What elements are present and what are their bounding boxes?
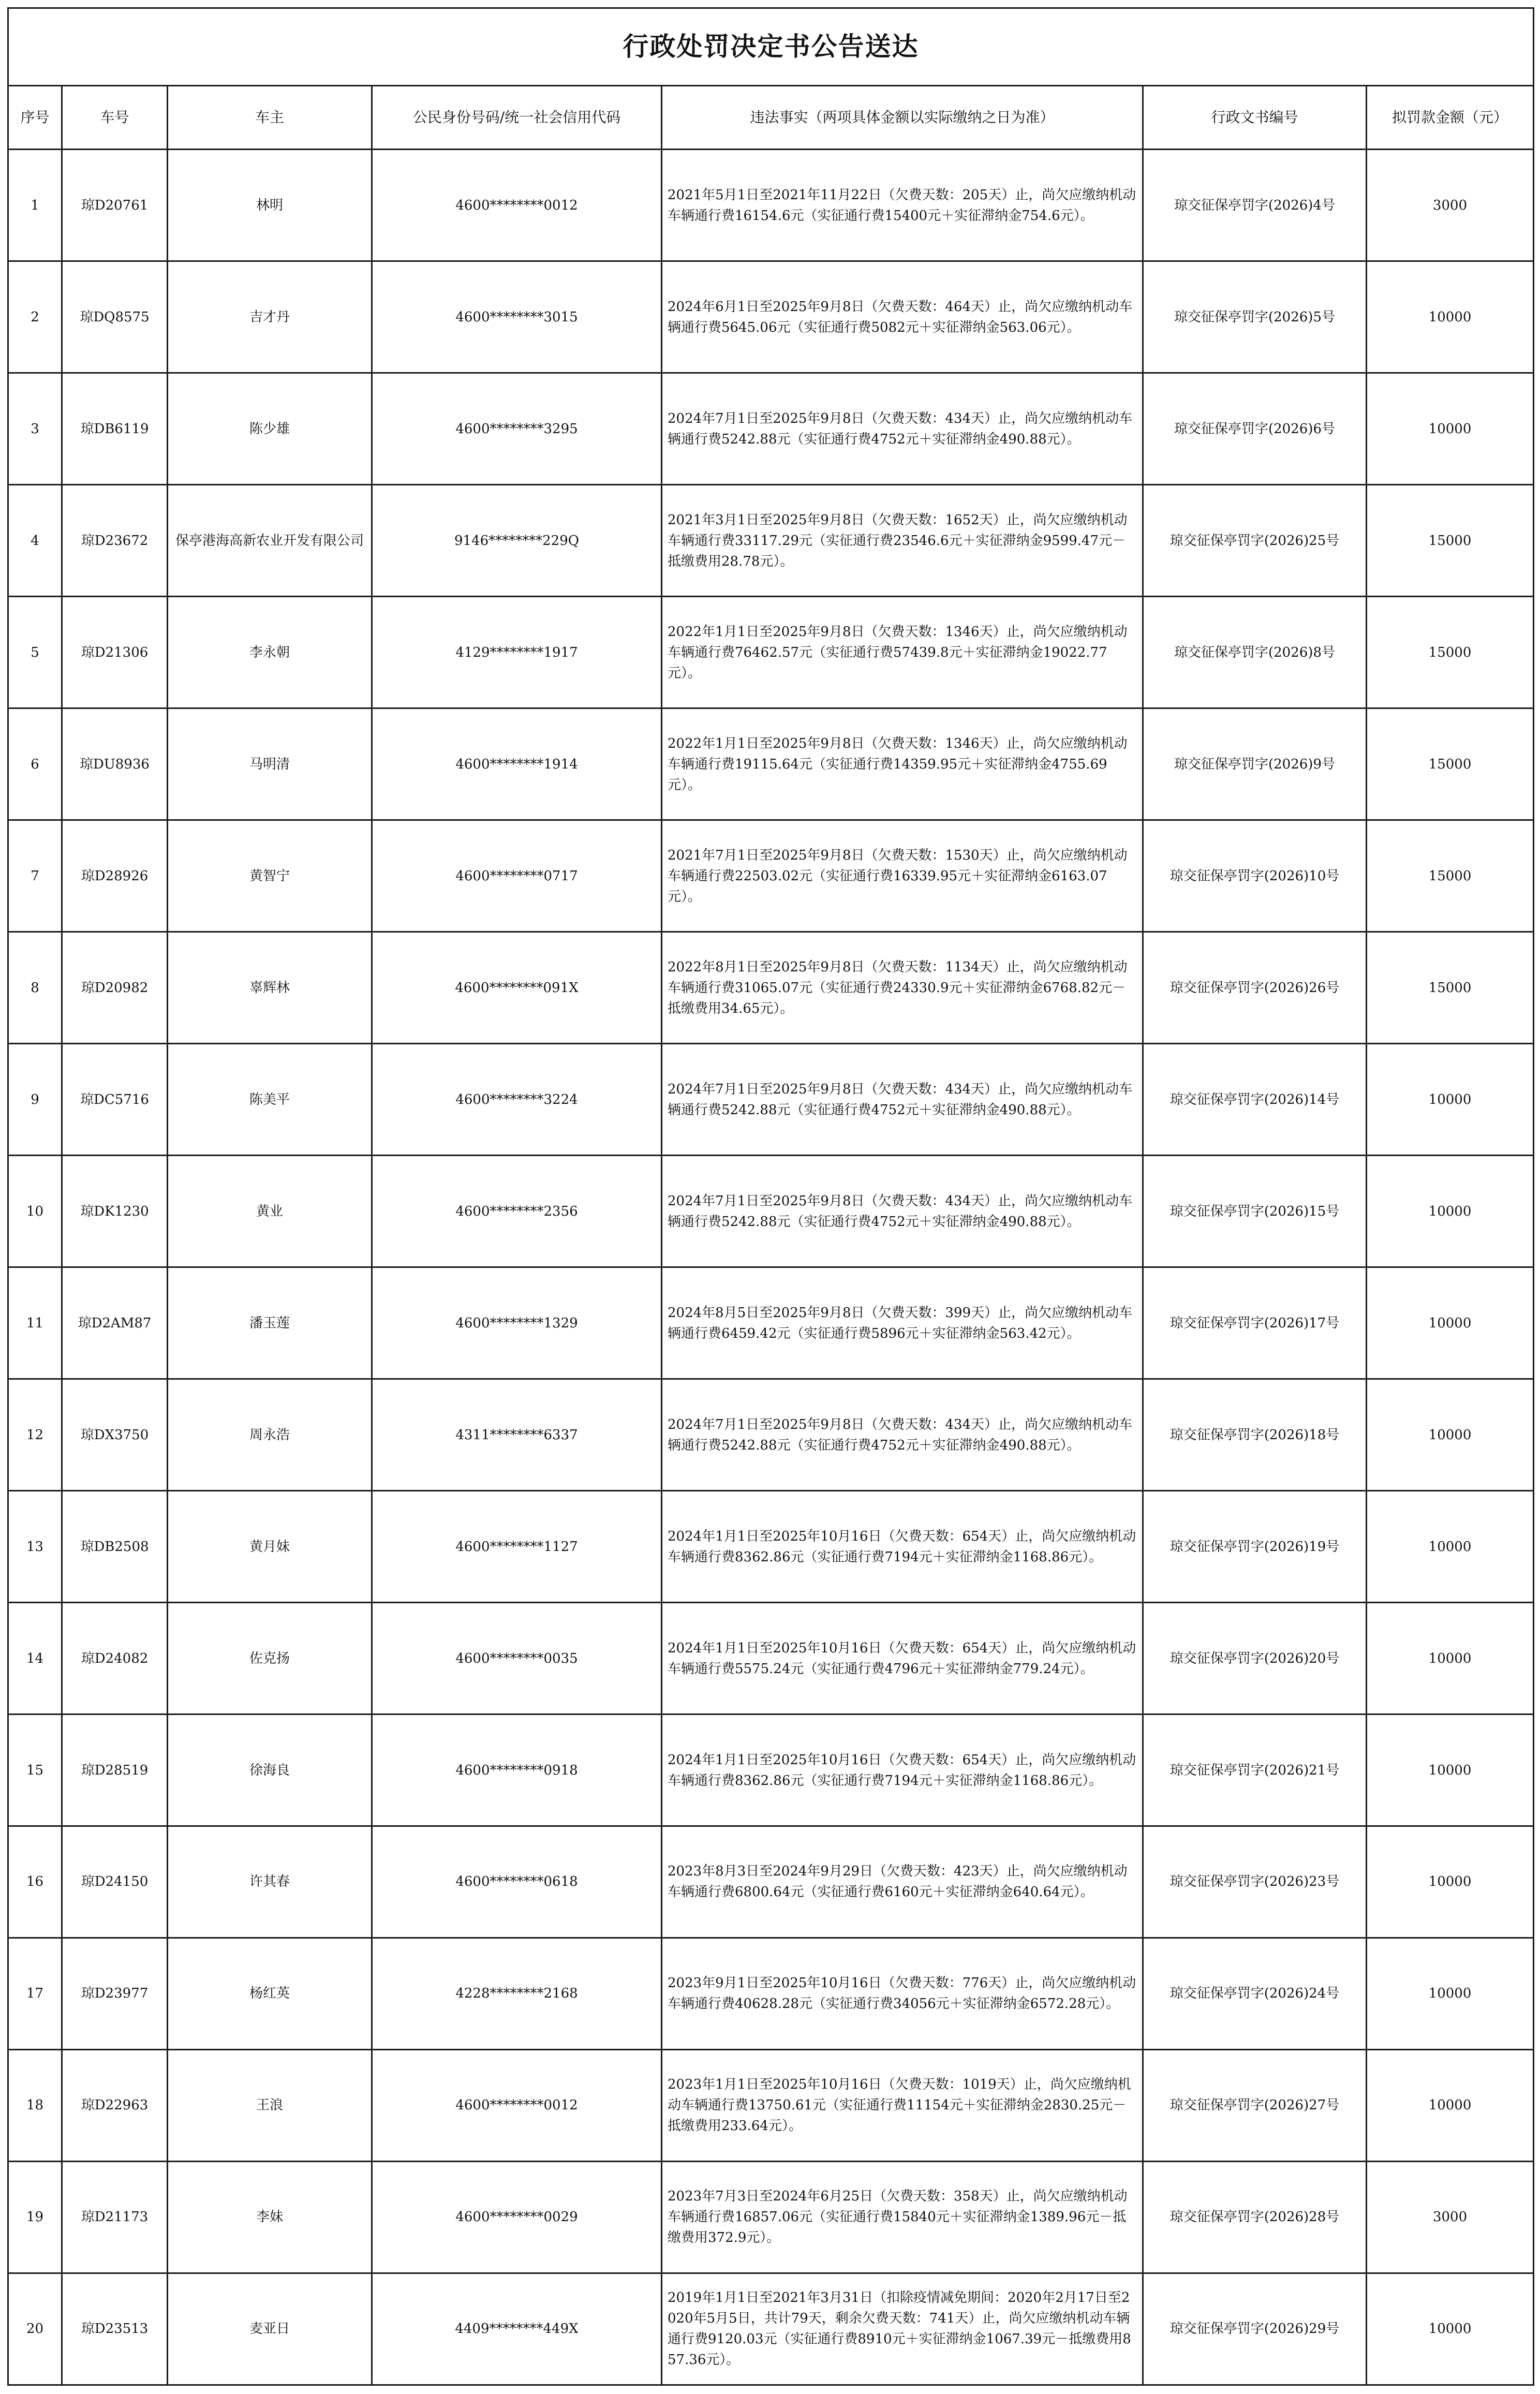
cell-doc: 琼交征保亭罚字(2026)15号 [1143, 1156, 1367, 1267]
cell-no: 20 [8, 2273, 62, 2385]
cell-doc: 琼交征保亭罚字(2026)25号 [1143, 485, 1367, 597]
cell-fact: 2024年1月1日至2025年10月16日（欠费天数：654天）止，尚欠应缴纳机动车辆通行费8362.86元（实征通行费7194元＋实征滞纳金1168.86元）。 [662, 1715, 1143, 1826]
cell-doc: 琼交征保亭罚字(2026)6号 [1143, 373, 1367, 485]
cell-doc: 琼交征保亭罚字(2026)10号 [1143, 820, 1367, 932]
cell-fine: 10000 [1367, 1379, 1534, 1491]
cell-owner: 许其春 [168, 1826, 372, 1938]
cell-doc: 琼交征保亭罚字(2026)28号 [1143, 2161, 1367, 2273]
cell-doc: 琼交征保亭罚字(2026)9号 [1143, 708, 1367, 820]
cell-no: 19 [8, 2161, 62, 2273]
cell-plate: 琼D23513 [62, 2273, 168, 2385]
cell-fine: 15000 [1367, 708, 1534, 820]
cell-id: 4600********1329 [372, 1267, 662, 1379]
cell-fine: 10000 [1367, 1156, 1534, 1267]
cell-fine: 10000 [1367, 1938, 1534, 2049]
cell-fact: 2023年9月1日至2025年10月16日（欠费天数：776天）止，尚欠应缴纳机动车辆通行费40628.28元（实征通行费34056元＋实征滞纳金6572.28元）。 [662, 1938, 1143, 2049]
cell-id: 4600********0029 [372, 2161, 662, 2273]
title-row [8, 8, 1534, 86]
cell-plate: 琼D28519 [62, 1715, 168, 1826]
cell-doc: 琼交征保亭罚字(2026)17号 [1143, 1267, 1367, 1379]
cell-owner: 李妹 [168, 2161, 372, 2273]
cell-fact: 2023年1月1日至2025年10月16日（欠费天数：1019天）止，尚欠应缴纳机动车辆通行费13750.61元（实征通行费11154元＋实征滞纳金2830.25元－抵缴费用233.64元）。 [662, 2049, 1143, 2161]
table-row [8, 373, 1534, 485]
table-row [8, 2049, 1534, 2161]
cell-id: 4600********0012 [372, 2049, 662, 2161]
cell-plate: 琼DQ8575 [62, 261, 168, 373]
cell-id: 4409********449X [372, 2273, 662, 2385]
cell-owner: 保亭港海高新农业开发有限公司 [168, 485, 372, 597]
cell-fine: 3000 [1367, 150, 1534, 261]
cell-owner: 杨红英 [168, 1938, 372, 2049]
cell-fact: 2022年8月1日至2025年9月8日（欠费天数：1134天）止，尚欠应缴纳机动车辆通行费31065.07元（实征通行费24330.9元＋实征滞纳金6768.82元－抵缴费用34.65元）。 [662, 932, 1143, 1044]
cell-owner: 麦亚日 [168, 2273, 372, 2385]
cell-owner: 潘玉莲 [168, 1267, 372, 1379]
cell-no: 1 [8, 150, 62, 261]
table-row [8, 1715, 1534, 1826]
cell-id: 4600********091X [372, 932, 662, 1044]
cell-no: 8 [8, 932, 62, 1044]
header-plate: 车号 [62, 85, 168, 150]
cell-plate: 琼DB6119 [62, 373, 168, 485]
header-fact: 违法事实（两项具体金额以实际缴纳之日为准） [662, 85, 1143, 150]
header-no: 序号 [8, 85, 62, 150]
table-row [8, 1491, 1534, 1603]
cell-no: 4 [8, 485, 62, 597]
cell-fact: 2022年1月1日至2025年9月8日（欠费天数：1346天）止，尚欠应缴纳机动车辆通行费76462.57元（实征通行费57439.8元＋实征滞纳金19022.77元）。 [662, 597, 1143, 708]
cell-owner: 林明 [168, 150, 372, 261]
cell-fine: 15000 [1367, 597, 1534, 708]
cell-doc: 琼交征保亭罚字(2026)27号 [1143, 2049, 1367, 2161]
cell-fine: 10000 [1367, 261, 1534, 373]
cell-no: 15 [8, 1715, 62, 1826]
cell-fact: 2024年8月5日至2025年9月8日（欠费天数：399天）止，尚欠应缴纳机动车辆通行费6459.42元（实征通行费5896元＋实征滞纳金563.42元）。 [662, 1267, 1143, 1379]
cell-owner: 黄业 [168, 1156, 372, 1267]
cell-no: 11 [8, 1267, 62, 1379]
cell-doc: 琼交征保亭罚字(2026)4号 [1143, 150, 1367, 261]
cell-fact: 2024年1月1日至2025年10月16日（欠费天数：654天）止，尚欠应缴纳机动车辆通行费8362.86元（实征通行费7194元＋实征滞纳金1168.86元）。 [662, 1491, 1143, 1603]
table-row [8, 1938, 1534, 2049]
cell-fact: 2024年7月1日至2025年9月8日（欠费天数：434天）止，尚欠应缴纳机动车辆通行费5242.88元（实征通行费4752元＋实征滞纳金490.88元）。 [662, 1044, 1143, 1156]
cell-id: 4129********1917 [372, 597, 662, 708]
cell-owner: 李永朝 [168, 597, 372, 708]
cell-plate: 琼DX3750 [62, 1379, 168, 1491]
cell-no: 14 [8, 1603, 62, 1715]
header-doc: 行政文书编号 [1143, 85, 1367, 150]
cell-fact: 2021年3月1日至2025年9月8日（欠费天数：1652天）止，尚欠应缴纳机动车辆通行费33117.29元（实征通行费23546.6元＋实征滞纳金9599.47元－抵缴费用28.78元）。 [662, 485, 1143, 597]
cell-no: 5 [8, 597, 62, 708]
cell-owner: 辜辉林 [168, 932, 372, 1044]
table-row [8, 150, 1534, 261]
table-row [8, 261, 1534, 373]
cell-id: 9146********229Q [372, 485, 662, 597]
cell-fact: 2024年7月1日至2025年9月8日（欠费天数：434天）止，尚欠应缴纳机动车辆通行费5242.88元（实征通行费4752元＋实征滞纳金490.88元）。 [662, 373, 1143, 485]
cell-no: 17 [8, 1938, 62, 2049]
table-row [8, 2161, 1534, 2273]
cell-owner: 黄智宁 [168, 820, 372, 932]
header-id: 公民身份号码/统一社会信用代码 [372, 85, 662, 150]
cell-owner: 王浪 [168, 2049, 372, 2161]
table-row [8, 1044, 1534, 1156]
cell-doc: 琼交征保亭罚字(2026)26号 [1143, 932, 1367, 1044]
header-row [8, 85, 1534, 150]
cell-fact: 2021年5月1日至2021年11月22日（欠费天数：205天）止，尚欠应缴纳机动车辆通行费16154.6元（实征通行费15400元＋实征滞纳金754.6元）。 [662, 150, 1143, 261]
cell-owner: 佐克扬 [168, 1603, 372, 1715]
cell-fine: 10000 [1367, 373, 1534, 485]
table-row [8, 485, 1534, 597]
cell-owner: 陈美平 [168, 1044, 372, 1156]
cell-owner: 马明清 [168, 708, 372, 820]
cell-plate: 琼D22963 [62, 2049, 168, 2161]
cell-owner: 吉才丹 [168, 261, 372, 373]
cell-no: 6 [8, 708, 62, 820]
document-title: 行政处罚决定书公告送达 [8, 8, 1534, 86]
table-row [8, 1603, 1534, 1715]
cell-doc: 琼交征保亭罚字(2026)8号 [1143, 597, 1367, 708]
cell-owner: 陈少雄 [168, 373, 372, 485]
cell-doc: 琼交征保亭罚字(2026)5号 [1143, 261, 1367, 373]
cell-fine: 3000 [1367, 2161, 1534, 2273]
cell-id: 4600********3295 [372, 373, 662, 485]
cell-owner: 黄月妹 [168, 1491, 372, 1603]
cell-no: 2 [8, 261, 62, 373]
table-row [8, 932, 1534, 1044]
cell-id: 4600********1127 [372, 1491, 662, 1603]
table-row [8, 1156, 1534, 1267]
cell-no: 9 [8, 1044, 62, 1156]
cell-plate: 琼D2AM87 [62, 1267, 168, 1379]
cell-fact: 2024年1月1日至2025年10月16日（欠费天数：654天）止，尚欠应缴纳机动车辆通行费5575.24元（实征通行费4796元＋实征滞纳金779.24元）。 [662, 1603, 1143, 1715]
cell-plate: 琼DC5716 [62, 1044, 168, 1156]
cell-id: 4600********3224 [372, 1044, 662, 1156]
cell-no: 12 [8, 1379, 62, 1491]
cell-id: 4600********0918 [372, 1715, 662, 1826]
cell-id: 4600********0035 [372, 1603, 662, 1715]
penalty-notice-table [7, 7, 1534, 2386]
cell-id: 4228********2168 [372, 1938, 662, 2049]
cell-plate: 琼D20761 [62, 150, 168, 261]
table-row [8, 597, 1534, 708]
cell-fine: 10000 [1367, 2273, 1534, 2385]
cell-plate: 琼D21306 [62, 597, 168, 708]
cell-fine: 15000 [1367, 932, 1534, 1044]
cell-fact: 2022年1月1日至2025年9月8日（欠费天数：1346天）止，尚欠应缴纳机动车辆通行费19115.64元（实征通行费14359.95元＋实征滞纳金4755.69元）。 [662, 708, 1143, 820]
cell-id: 4600********2356 [372, 1156, 662, 1267]
cell-id: 4600********1914 [372, 708, 662, 820]
cell-doc: 琼交征保亭罚字(2026)14号 [1143, 1044, 1367, 1156]
cell-fact: 2024年7月1日至2025年9月8日（欠费天数：434天）止，尚欠应缴纳机动车辆通行费5242.88元（实征通行费4752元＋实征滞纳金490.88元）。 [662, 1156, 1143, 1267]
cell-fact: 2021年7月1日至2025年9月8日（欠费天数：1530天）止，尚欠应缴纳机动车辆通行费22503.02元（实征通行费16339.95元＋实征滞纳金6163.07元）。 [662, 820, 1143, 932]
document-page [7, 7, 1533, 2386]
cell-fact: 2023年7月3日至2024年6月25日（欠费天数：358天）止，尚欠应缴纳机动车辆通行费16857.06元（实征通行费15840元＋实征滞纳金1389.96元－抵缴费用372.9元）。 [662, 2161, 1143, 2273]
cell-owner: 周永浩 [168, 1379, 372, 1491]
table-row [8, 1267, 1534, 1379]
table-row [8, 2273, 1534, 2385]
cell-fine: 10000 [1367, 2049, 1534, 2161]
cell-fact: 2024年6月1日至2025年9月8日（欠费天数：464天）止，尚欠应缴纳机动车辆通行费5645.06元（实征通行费5082元＋实征滞纳金563.06元）。 [662, 261, 1143, 373]
header-owner: 车主 [168, 85, 372, 150]
cell-id: 4600********0618 [372, 1826, 662, 1938]
cell-plate: 琼D20982 [62, 932, 168, 1044]
cell-fact: 2024年7月1日至2025年9月8日（欠费天数：434天）止，尚欠应缴纳机动车辆通行费5242.88元（实征通行费4752元＋实征滞纳金490.88元）。 [662, 1379, 1143, 1491]
cell-no: 7 [8, 820, 62, 932]
table-row [8, 820, 1534, 932]
cell-fine: 10000 [1367, 1267, 1534, 1379]
cell-no: 16 [8, 1826, 62, 1938]
cell-id: 4311********6337 [372, 1379, 662, 1491]
cell-fact: 2019年1月1日至2021年3月31日（扣除疫情减免期间：2020年2月17日至2020年5月5日，共计79天，剩余欠费天数：741天）止，尚欠应缴纳机动车辆通行费9120.03元（实征通行费8910元＋实征滞纳金1067.39元－抵缴费用857.36元）。 [662, 2273, 1143, 2385]
cell-no: 13 [8, 1491, 62, 1603]
cell-doc: 琼交征保亭罚字(2026)21号 [1143, 1715, 1367, 1826]
cell-plate: 琼D24150 [62, 1826, 168, 1938]
header-fine: 拟罚款金额（元） [1367, 85, 1534, 150]
cell-doc: 琼交征保亭罚字(2026)23号 [1143, 1826, 1367, 1938]
cell-plate: 琼DK1230 [62, 1156, 168, 1267]
cell-fine: 15000 [1367, 820, 1534, 932]
table-row [8, 1826, 1534, 1938]
cell-doc: 琼交征保亭罚字(2026)18号 [1143, 1379, 1367, 1491]
cell-id: 4600********0717 [372, 820, 662, 932]
cell-id: 4600********3015 [372, 261, 662, 373]
cell-fine: 10000 [1367, 1044, 1534, 1156]
cell-fine: 10000 [1367, 1826, 1534, 1938]
cell-no: 10 [8, 1156, 62, 1267]
cell-owner: 徐海良 [168, 1715, 372, 1826]
cell-plate: 琼D24082 [62, 1603, 168, 1715]
cell-no: 3 [8, 373, 62, 485]
cell-id: 4600********0012 [372, 150, 662, 261]
cell-plate: 琼D23977 [62, 1938, 168, 2049]
cell-fine: 10000 [1367, 1603, 1534, 1715]
cell-fine: 10000 [1367, 1715, 1534, 1826]
cell-doc: 琼交征保亭罚字(2026)20号 [1143, 1603, 1367, 1715]
table-row [8, 1379, 1534, 1491]
cell-no: 18 [8, 2049, 62, 2161]
cell-plate: 琼D23672 [62, 485, 168, 597]
cell-plate: 琼D28926 [62, 820, 168, 932]
cell-doc: 琼交征保亭罚字(2026)29号 [1143, 2273, 1367, 2385]
cell-plate: 琼DU8936 [62, 708, 168, 820]
cell-plate: 琼DB2508 [62, 1491, 168, 1603]
cell-fine: 10000 [1367, 1491, 1534, 1603]
table-row [8, 708, 1534, 820]
cell-doc: 琼交征保亭罚字(2026)24号 [1143, 1938, 1367, 2049]
cell-plate: 琼D21173 [62, 2161, 168, 2273]
cell-fine: 15000 [1367, 485, 1534, 597]
cell-doc: 琼交征保亭罚字(2026)19号 [1143, 1491, 1367, 1603]
cell-fact: 2023年8月3日至2024年9月29日（欠费天数：423天）止，尚欠应缴纳机动车辆通行费6800.64元（实征通行费6160元＋实征滞纳金640.64元）。 [662, 1826, 1143, 1938]
